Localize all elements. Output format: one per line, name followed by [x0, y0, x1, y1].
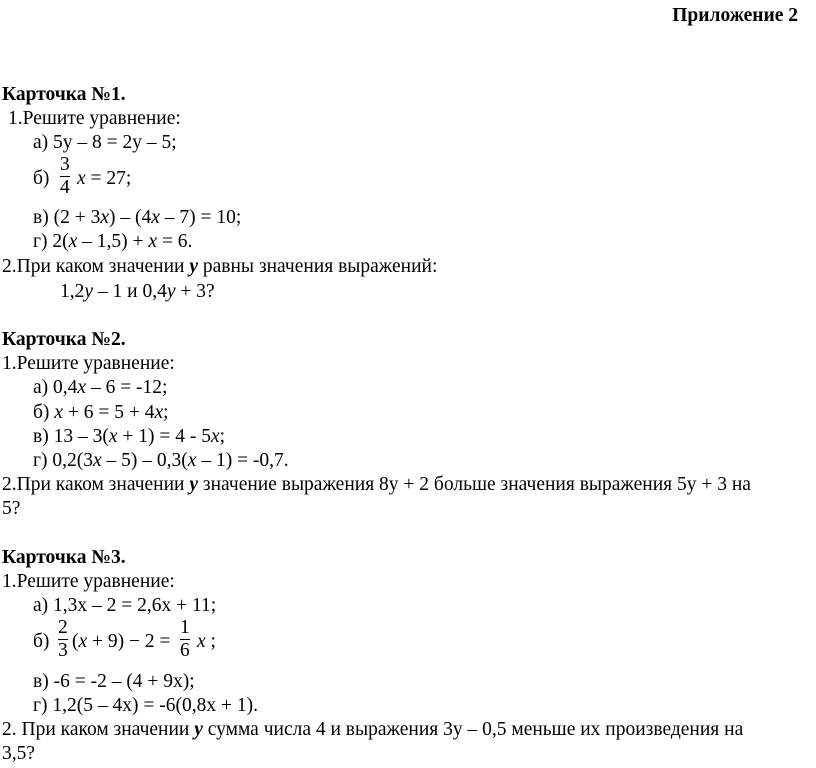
- item-label: в): [33, 426, 49, 447]
- card1-task2: [2, 255, 437, 279]
- item-label: г): [33, 450, 48, 471]
- eq-part: 0,2(3: [52, 450, 93, 471]
- variable: y: [166, 281, 176, 302]
- eq-part: + 6 = 5 + 4: [62, 402, 155, 423]
- variable: x: [154, 402, 164, 423]
- variable: x: [77, 168, 86, 189]
- task-text: значение выражения 8у + 2 больше значения выражения 5у + 3 на: [198, 474, 751, 495]
- card3-item-a: [33, 594, 216, 618]
- eq-part: 2(: [52, 231, 69, 252]
- card1-task1: 1.Решите уравнение:: [8, 108, 181, 129]
- item-label: в): [33, 207, 49, 228]
- eq-part: ;: [163, 402, 169, 423]
- eq-part: ) – (4: [108, 207, 152, 228]
- equation: 5у – 8 = 2у – 5;: [53, 132, 177, 153]
- card2-title: Карточка №2.: [2, 329, 126, 350]
- equation: 1,3х – 2 = 2,6х + 11;: [53, 595, 217, 616]
- numerator: 2: [58, 617, 68, 638]
- card1-task2-expr: [60, 280, 215, 304]
- eq-part: + 9) − 2 =: [87, 631, 171, 652]
- task-text: 2.При каком значении: [2, 256, 190, 277]
- card1-fraction: [60, 155, 70, 198]
- variable: x: [54, 402, 63, 423]
- variable: x: [108, 426, 118, 447]
- eq-part: 0,4: [53, 377, 78, 398]
- appendix-label: Приложение 2: [672, 5, 798, 26]
- equation: -6 = -2 – (4 + 9х);: [53, 671, 195, 692]
- card3-fraction-1: [58, 618, 68, 661]
- card2-task2-cont: 5?: [2, 498, 21, 519]
- numerator: 1: [180, 617, 190, 638]
- eq-part: ;: [219, 426, 226, 447]
- card3-task2-cont: 3,5?: [2, 743, 36, 764]
- card3-item-b-mid: [72, 630, 171, 654]
- eq-part: – 5) – 0,3(: [101, 450, 188, 471]
- card2-item-b: [33, 401, 169, 425]
- task-text: сумма числа 4 и выражения 3у – 0,5 меньше их произведения на: [202, 719, 744, 740]
- eq-part: – 6 = -12;: [86, 377, 168, 398]
- card1-item-g: [33, 230, 192, 254]
- card3-title: Карточка №3.: [2, 547, 126, 568]
- variable: x: [148, 231, 158, 252]
- card3-fraction-2: [180, 618, 190, 661]
- eq-part: ;: [205, 631, 216, 652]
- eq-part: + 3?: [175, 281, 215, 302]
- eq-part: (: [72, 631, 79, 652]
- variable: y: [194, 719, 203, 740]
- equation: 1,2(5 – 4х) = -6(0,8х + 1).: [52, 695, 258, 716]
- item-label: а): [33, 132, 49, 153]
- card1-item-b-label: б): [33, 168, 50, 189]
- eq-part: – 1 и 0,4: [93, 281, 167, 302]
- card3-task1: 1.Решите уравнение:: [2, 571, 175, 592]
- card2-item-g: [33, 449, 289, 473]
- item-label: в): [33, 671, 49, 692]
- eq-part: – 1) = -0,7.: [196, 450, 289, 471]
- variable: y: [189, 474, 198, 495]
- card2-item-a: [33, 376, 167, 400]
- variable: x: [78, 631, 88, 652]
- variable: x: [151, 207, 160, 228]
- card2-item-v: [33, 425, 225, 449]
- numerator: 3: [60, 154, 70, 175]
- eq-part: 1,2: [60, 281, 85, 302]
- equation-rest: = 27;: [85, 168, 132, 189]
- variable: y: [84, 281, 94, 302]
- variable: x: [68, 231, 78, 252]
- eq-part: – 7) = 10;: [159, 207, 242, 228]
- card3-task2: [2, 718, 743, 742]
- eq-part: 13 – 3(: [53, 426, 109, 447]
- variable: x: [197, 631, 206, 652]
- eq-part: (2 + 3: [53, 207, 101, 228]
- item-label: а): [33, 595, 49, 616]
- item-label: б): [33, 402, 50, 423]
- eq-part: – 1,5) +: [77, 231, 149, 252]
- card1-item-a: [33, 131, 177, 155]
- card1-item-b-rest: [77, 167, 131, 191]
- variable: x: [77, 377, 87, 398]
- task-text: 2.При каком значении: [2, 474, 190, 495]
- item-label: а): [33, 377, 49, 398]
- task-text: равны значения выражений:: [198, 256, 438, 277]
- card1-item-v: [33, 206, 241, 230]
- eq-part: = 6.: [157, 231, 193, 252]
- card3-item-b-end: [197, 630, 216, 654]
- denominator: 6: [180, 640, 190, 661]
- variable: x: [210, 426, 220, 447]
- card1-title: Карточка №1.: [2, 84, 126, 105]
- variable: x: [93, 450, 102, 471]
- card3-item-b-label: б): [33, 631, 50, 652]
- card3-item-v: [33, 670, 195, 694]
- item-label: г): [33, 231, 48, 252]
- task-text: 2. При каком значении: [2, 719, 195, 740]
- denominator: 3: [58, 640, 68, 661]
- variable: x: [187, 450, 197, 471]
- item-label: г): [33, 695, 48, 716]
- variable: x: [100, 207, 109, 228]
- variable: y: [189, 256, 198, 277]
- eq-part: + 1) = 4 - 5: [117, 426, 211, 447]
- card2-task1: 1.Решите уравнение:: [2, 353, 175, 374]
- denominator: 4: [60, 177, 70, 198]
- card2-task2: [2, 473, 751, 497]
- card3-item-g: [33, 694, 258, 718]
